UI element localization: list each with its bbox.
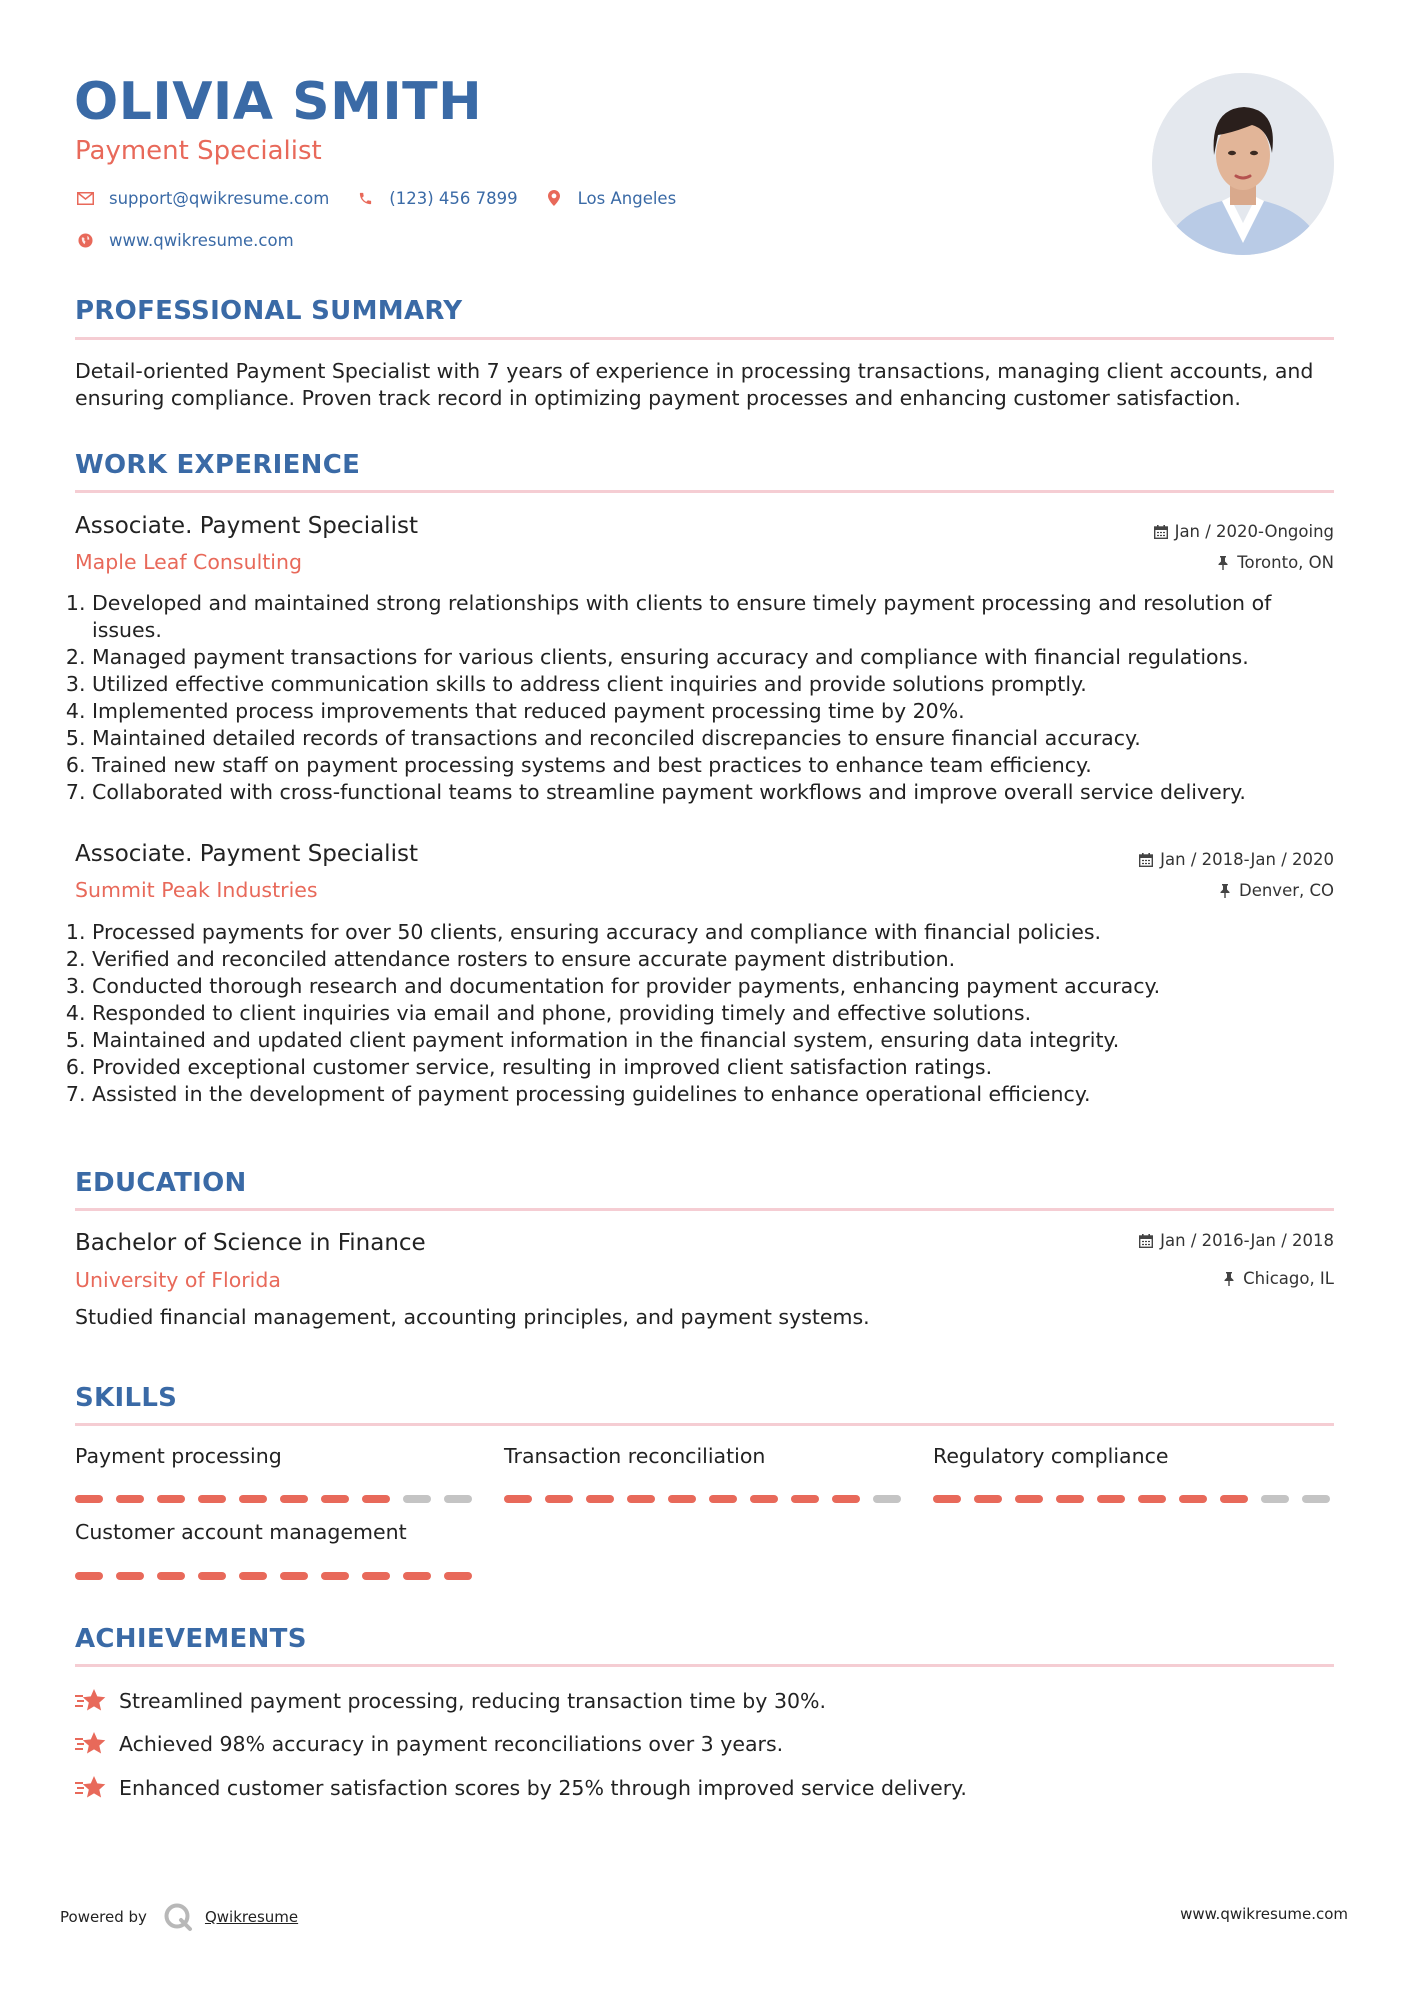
skill-dash-filled (362, 1495, 390, 1503)
skill-dash-filled (116, 1572, 144, 1580)
job-1-dates (1153, 522, 1334, 541)
shooting-star-icon (75, 1730, 107, 1758)
skill-dash-filled (362, 1572, 390, 1580)
profile-photo (1152, 73, 1334, 255)
job-1-company: Maple Leaf Consulting (75, 550, 303, 574)
job-2-company: Summit Peak Industries (75, 878, 318, 902)
job-2-duties (92, 919, 1334, 1108)
pushpin-icon (1215, 555, 1231, 571)
list-item: 5. Maintained and updated client payment information in the financial system, ensuring data integrity. (92, 1027, 1334, 1054)
education-divider (75, 1208, 1334, 1211)
skill-dash-empty (403, 1495, 431, 1503)
skills-heading: SKILLS (75, 1383, 178, 1413)
work-divider (75, 490, 1334, 493)
job-2-role: Associate. Payment Specialist (75, 841, 418, 867)
contact-phone[interactable] (355, 188, 517, 208)
skill-dash-filled (668, 1495, 696, 1503)
qwikresume-link[interactable]: Qwikresume (204, 1908, 299, 1926)
skill-dash-filled (280, 1572, 308, 1580)
skill-dash-filled (832, 1495, 860, 1503)
achievement-1 (75, 1687, 826, 1715)
skill-4-bar (75, 1572, 472, 1580)
achievement-2 (75, 1730, 783, 1758)
job-1-location (1215, 553, 1334, 572)
calendar-icon (1138, 1233, 1154, 1249)
skill-dash-empty (1302, 1495, 1330, 1503)
calendar-icon (1138, 852, 1154, 868)
achievements-divider (75, 1664, 1334, 1667)
achievement-1-text: Streamlined payment processing, reducing transaction time by 30%. (119, 1689, 827, 1713)
skill-2-bar (504, 1495, 901, 1503)
job-1-location-text: Toronto, ON (1237, 553, 1334, 572)
skill-dash-filled (791, 1495, 819, 1503)
job-2-location-text: Denver, CO (1238, 881, 1334, 900)
skill-dash-filled (198, 1495, 226, 1503)
skill-dash-filled (239, 1572, 267, 1580)
skill-dash-filled (1015, 1495, 1043, 1503)
skill-3-name: Regulatory compliance (933, 1444, 1169, 1468)
skill-dash-filled (1097, 1495, 1125, 1503)
calendar-icon (1153, 524, 1169, 540)
map-pin-icon (544, 188, 564, 208)
achievement-2-text: Achieved 98% accuracy in payment reconciliations over 3 years. (119, 1732, 784, 1756)
list-item: 3. Conducted thorough research and documentation for provider payments, enhancing payment accuracy. (92, 973, 1334, 1000)
list-item: 6. Provided exceptional customer service, resulting in improved client satisfaction ratings. (92, 1054, 1334, 1081)
job-1-dates-text: Jan / 2020-Ongoing (1174, 522, 1334, 541)
skill-dash-filled (627, 1495, 655, 1503)
candidate-name: OLIVIA SMITH (74, 72, 483, 132)
list-item: 7. Assisted in the development of payment processing guidelines to enhance operational efficiency. (92, 1081, 1334, 1108)
shooting-star-icon (75, 1687, 107, 1715)
skill-dash-filled (1220, 1495, 1248, 1503)
skill-dash-filled (1056, 1495, 1084, 1503)
envelope-icon (75, 188, 95, 208)
skills-divider (75, 1423, 1334, 1426)
pushpin-icon (1217, 883, 1233, 899)
job-2-location (1217, 881, 1334, 900)
website-row (75, 230, 320, 250)
contact-row (75, 188, 702, 208)
skill-dash-empty (873, 1495, 901, 1503)
summary-heading: PROFESSIONAL SUMMARY (75, 296, 463, 326)
list-item: 1. Processed payments for over 50 clients, ensuring accuracy and compliance with financial policies. (92, 919, 1334, 946)
list-item: 5. Maintained detailed records of transactions and reconciled discrepancies to ensure financial accuracy. (92, 725, 1334, 752)
skill-dash-filled (709, 1495, 737, 1503)
email-text: support@qwikresume.com (109, 188, 330, 208)
education-dates (1138, 1231, 1334, 1250)
skill-dash-filled (504, 1495, 532, 1503)
education-school: University of Florida (75, 1268, 281, 1292)
job-1-duties (92, 590, 1334, 806)
powered-by-label: Powered by (60, 1908, 147, 1926)
list-item: 3. Utilized effective communication skills to address client inquiries and provide solutions promptly. (92, 671, 1334, 698)
education-degree: Bachelor of Science in Finance (75, 1230, 426, 1256)
achievement-3-text: Enhanced customer satisfaction scores by 25% through improved service delivery. (119, 1776, 967, 1800)
phone-icon (355, 188, 375, 208)
list-item: 1. Developed and maintained strong relationships with clients to ensure timely payment processing and resolution of issues. (92, 590, 1334, 644)
skill-dash-filled (586, 1495, 614, 1503)
skill-dash-filled (280, 1495, 308, 1503)
skill-dash-filled (403, 1572, 431, 1580)
job-2-dates (1138, 850, 1334, 869)
skill-3-bar (933, 1495, 1330, 1503)
list-item: 7. Collaborated with cross-functional teams to streamline payment workflows and improve overall service delivery. (92, 779, 1334, 806)
skill-1-name: Payment processing (75, 1444, 282, 1468)
skill-dash-filled (321, 1495, 349, 1503)
contact-location (544, 188, 677, 208)
list-item: 4. Implemented process improvements that reduced payment processing time by 20%. (92, 698, 1334, 725)
skill-dash-filled (974, 1495, 1002, 1503)
footer-url[interactable]: www.qwikresume.com (1180, 1905, 1348, 1923)
job-1-role: Associate. Payment Specialist (75, 513, 418, 539)
skill-dash-filled (75, 1495, 103, 1503)
list-item: 2. Managed payment transactions for various clients, ensuring accuracy and compliance with financial regulations. (92, 644, 1334, 671)
education-location-text: Chicago, IL (1243, 1269, 1334, 1288)
shooting-star-icon (75, 1774, 107, 1802)
achievements-heading: ACHIEVEMENTS (75, 1624, 307, 1654)
skill-dash-filled (1138, 1495, 1166, 1503)
education-dates-text: Jan / 2016-Jan / 2018 (1160, 1231, 1334, 1250)
education-description: Studied financial management, accounting principles, and payment systems. (75, 1305, 870, 1329)
skill-dash-filled (239, 1495, 267, 1503)
skill-dash-filled (75, 1572, 103, 1580)
skill-dash-filled (116, 1495, 144, 1503)
list-item: 6. Trained new staff on payment processing systems and best practices to enhance team efficiency. (92, 752, 1334, 779)
footer-powered-by (60, 1902, 298, 1932)
achievement-3 (75, 1774, 967, 1802)
skill-dash-filled (157, 1572, 185, 1580)
candidate-title: Payment Specialist (75, 136, 322, 166)
contact-website[interactable] (75, 230, 294, 250)
globe-icon (75, 230, 95, 250)
summary-divider (75, 337, 1334, 340)
skill-dash-empty (444, 1495, 472, 1503)
skill-4-name: Customer account management (75, 1520, 407, 1544)
pushpin-icon (1221, 1271, 1237, 1287)
summary-text: Detail-oriented Payment Specialist with 7 years of experience in processing transactions, managing client accounts, and ensuring compliance. Proven track record in optimizing payment processes and enhancing customer satisfaction. (75, 359, 1314, 410)
list-item: 2. Verified and reconciled attendance rosters to ensure accurate payment distribution. (92, 946, 1334, 973)
job-2-dates-text: Jan / 2018-Jan / 2020 (1160, 850, 1334, 869)
skill-dash-filled (444, 1572, 472, 1580)
skill-dash-filled (545, 1495, 573, 1503)
education-location (1221, 1269, 1334, 1288)
contact-email[interactable] (75, 188, 329, 208)
location-text: Los Angeles (577, 188, 677, 208)
qwikresume-logo-icon (163, 1902, 193, 1932)
phone-text: (123) 456 7899 (389, 188, 518, 208)
skill-1-bar (75, 1495, 472, 1503)
skill-dash-filled (1179, 1495, 1207, 1503)
education-heading: EDUCATION (75, 1168, 247, 1198)
skill-dash-filled (750, 1495, 778, 1503)
website-text: www.qwikresume.com (109, 230, 294, 250)
list-item: 4. Responded to client inquiries via email and phone, providing timely and effective solutions. (92, 1000, 1334, 1027)
skill-dash-filled (198, 1572, 226, 1580)
skill-2-name: Transaction reconciliation (504, 1444, 766, 1468)
skill-dash-filled (321, 1572, 349, 1580)
work-heading: WORK EXPERIENCE (75, 450, 361, 480)
skill-dash-empty (1261, 1495, 1289, 1503)
skill-dash-filled (933, 1495, 961, 1503)
skill-dash-filled (157, 1495, 185, 1503)
